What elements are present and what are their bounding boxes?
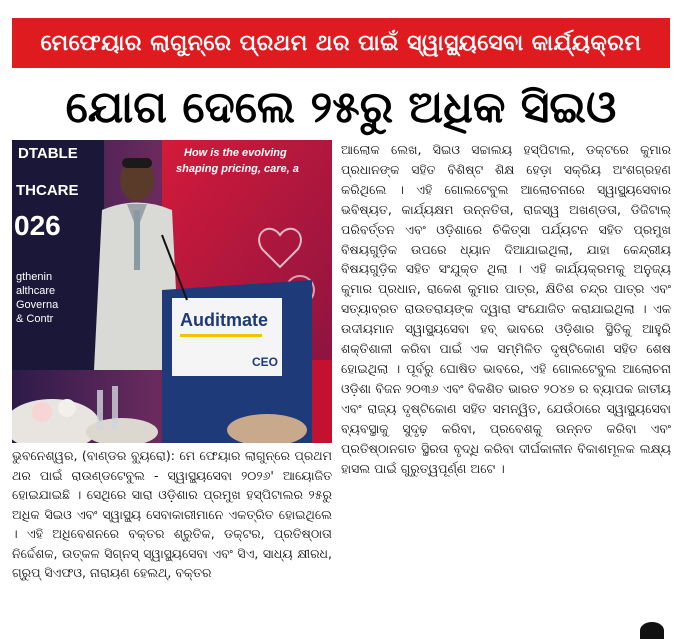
podium-small-text: CEO [252, 355, 279, 369]
flower-1 [32, 402, 52, 422]
standee-line-4: gthenin [16, 271, 53, 283]
standee-line-2: THCARE [16, 182, 79, 199]
screen-line-2: shaping pricing, care, a [176, 163, 299, 175]
glass-2 [112, 386, 118, 430]
banner-text: ମେଫେୟାର ଲାଗୁନ୍‌ରେ ପ୍ରଥମ ଥର ପାଇଁ ସ୍ୱାସ୍ଥ୍ୟସେବା କାର୍ଯ୍ୟକ୍ରମ [40, 30, 642, 56]
article-photo [12, 140, 332, 443]
speaker-photo-illustration [12, 140, 332, 443]
standee-line-1: DTABLE [18, 145, 78, 162]
article-column-right [341, 140, 671, 620]
podium-brand: Auditmate [180, 310, 269, 330]
glass-1 [97, 390, 103, 430]
article-body-left: ଭୁବନେଶ୍ୱର, (ବାଣ୍ଡର ବ୍ୟୁରୋ): ମେ ଫେୟାର ଲାଗୁନ୍‌ରେ ପ୍ରଥମ ଥର ପାଇଁ ରାଉଣ୍ଡଟେବୁଲ - ସ୍ୱାସ୍ଥ୍ୟସେବା ୨୦୨୬' ଆୟୋଜିତ ହୋଇଯାଇଛି । ସେଥିରେ ସାରା ଓଡ଼ିଶାର ପ୍ରମୁଖ ହସ୍ପିଟାଲର ୨୫ରୁ ଅଧିକ ସିଇଓ ଏବଂ ସ୍ୱାସ୍ଥ୍ୟ ସେବାକାରୀମାନେ ଏକତ୍ରିତ ହୋଇଥିଲେ । ଏହି ଅଧିବେଶନରେ ବକ୍ତର ଶ୍ରୁତିକ, ଡକ୍ଟର, ପ୍ରତିଷ୍ଠାତା ନିର୍ଦ୍ଦେଶକ, ଉତ୍କଳ ସିଗ୍ନସ୍ ସ୍ୱାସ୍ଥ୍ୟସେବା ଏବଂ ସିଏ, ସାଧ୍ୟ କ୍ଷୀରଧ, ଗ୍ରୁପ୍ ସିଏଫଓ, ନାରାୟଣ ହେଲଥ୍, ବକ୍ତର [12, 448, 332, 580]
standee-line-7: & Contr [16, 313, 54, 325]
page-corner-mark [640, 622, 664, 639]
speaker-tie [134, 210, 140, 270]
podium-brand-underline [180, 334, 262, 337]
section-banner [12, 18, 670, 68]
speaker-hair [122, 158, 152, 168]
standee-line-3: 026 [14, 210, 61, 241]
screen-line-1: How is the evolving [184, 147, 287, 159]
article-headline [12, 74, 670, 140]
standee-line-5: althcare [16, 285, 56, 297]
headline-text: ଯୋଗ ଦେଲେ ୨୫ରୁ ଅଧିକ ସିଇଓ [65, 81, 617, 133]
article-column-left [12, 446, 332, 632]
left-standee [12, 140, 104, 370]
standee-line-6: Governa [16, 299, 59, 311]
flower-2 [58, 399, 76, 417]
article-body-right: ଆଲୋକ ଲେଖ, ସିଇଓ ସଚ୍ଚାଲୟ ହସ୍ପିଟାଲ, ଡକ୍ଟରେ କୁମାର ପ୍ରଧାନଙ୍କ ସହିତ ବିଶିଷ୍ଟ ଶିକ୍ଷ ହେଡ଼ା ସକ୍ରିୟ ଅଂଶଗ୍ରହଣ କରିଥିଲେ । ଏହି ଗୋଲଟେବୁଲ ଆଲୋଚନାରେ ସ୍ୱାସ୍ଥ୍ୟସେବାର ଭବିଷ୍ୟତ, କାର୍ଯ୍ୟକ୍ଷମ ଉନ୍ନତିତା, ରାଜସ୍ୱ ଅଖଣ୍ଡତା, ଡିଜିଟାଲ୍ ପରିବର୍ତ୍ତନ ଏବଂ ଓଡ଼ିଶାରେ ଚିକିତ୍ସା ପର୍ଯ୍ୟଟନ ସହିତ ପ୍ରମୁଖ ବିଷୟଗୁଡ଼ିକ ଉପରେ ଧ୍ୟାନ ଦିଆଯାଇଥିଲା, ଯାହା କେନ୍ଦ୍ରୀୟ ବିଷୟଗୁଡ଼ିକ ସହିତ ସଂଯୁକ୍ତ ଥିଲା । ଏହି କାର୍ଯ୍ୟକ୍ରମକୁ ଅନୁଜ୍ୟ କୁମାର ପ୍ରଧାନ, ରାକେଶ କୁମାର ପାତ୍ର, କ୍ଷିତିଶ ଚନ୍ଦ୍ର ପାତ୍ର ଏବଂ ସତ୍ୟାବ୍ରତ ରାଉତରାୟଙ୍କ ଦ୍ୱାରା ସଂଯୋଜିତ କରାଯାଇଥିଲା । ଏକ ଉଦୀୟମାନ ସ୍ୱାସ୍ଥ୍ୟସେବା ହବ୍ ଭାବରେ ଓଡ଼ିଶାର ସ୍ଥିତିକୁ ଆହୁରି ଶକ୍ତିଶାଳୀ କରିବା ପାଇଁ ଏକ ସମ୍ମିଳିତ ଦୃଷ୍ଟିକୋଣ ସହିତ ଶେଷ ହୋଇଥିଲା । ପୂର୍ବରୁ ଘୋଷିତ ଭାବରେ, ଏହି ଗୋଲଟେବୁଲ ଆଲୋଚନା ଓଡ଼ିଶା ବିଜନ ୨୦୩୬ ଏବଂ ବିକଶିତ ଭାରତ ୨୦୪୭ ର ବ୍ୟାପକ ଜାତୀୟ ଏବଂ ରାଜ୍ୟ ଦୃଷ୍ଟିକୋଣ ସହିତ ସମନ୍ୱିତ, ଯେଉଁଠାରେ ସ୍ୱାସ୍ଥ୍ୟସେବା ବ୍ୟବସ୍ଥାକୁ ସୁଦୃଢ଼ କରିବା, ପ୍ରବେଶକୁ ଉନ୍ନତ କରିବା ଏବଂ ପ୍ରତିଷ୍ଠାନଗତ ସ୍ଥିରତା ବୃଦ୍ଧି କରିବା ଦୀର୍ଘକାଳୀନ ବିକାଶମୂଳକ ଲକ୍ଷ୍ୟ ହାସଲ ପାଇଁ ଗୁରୁତ୍ୱପୂର୍ଣ୍ଣ ଅଟେ । [341, 142, 671, 476]
